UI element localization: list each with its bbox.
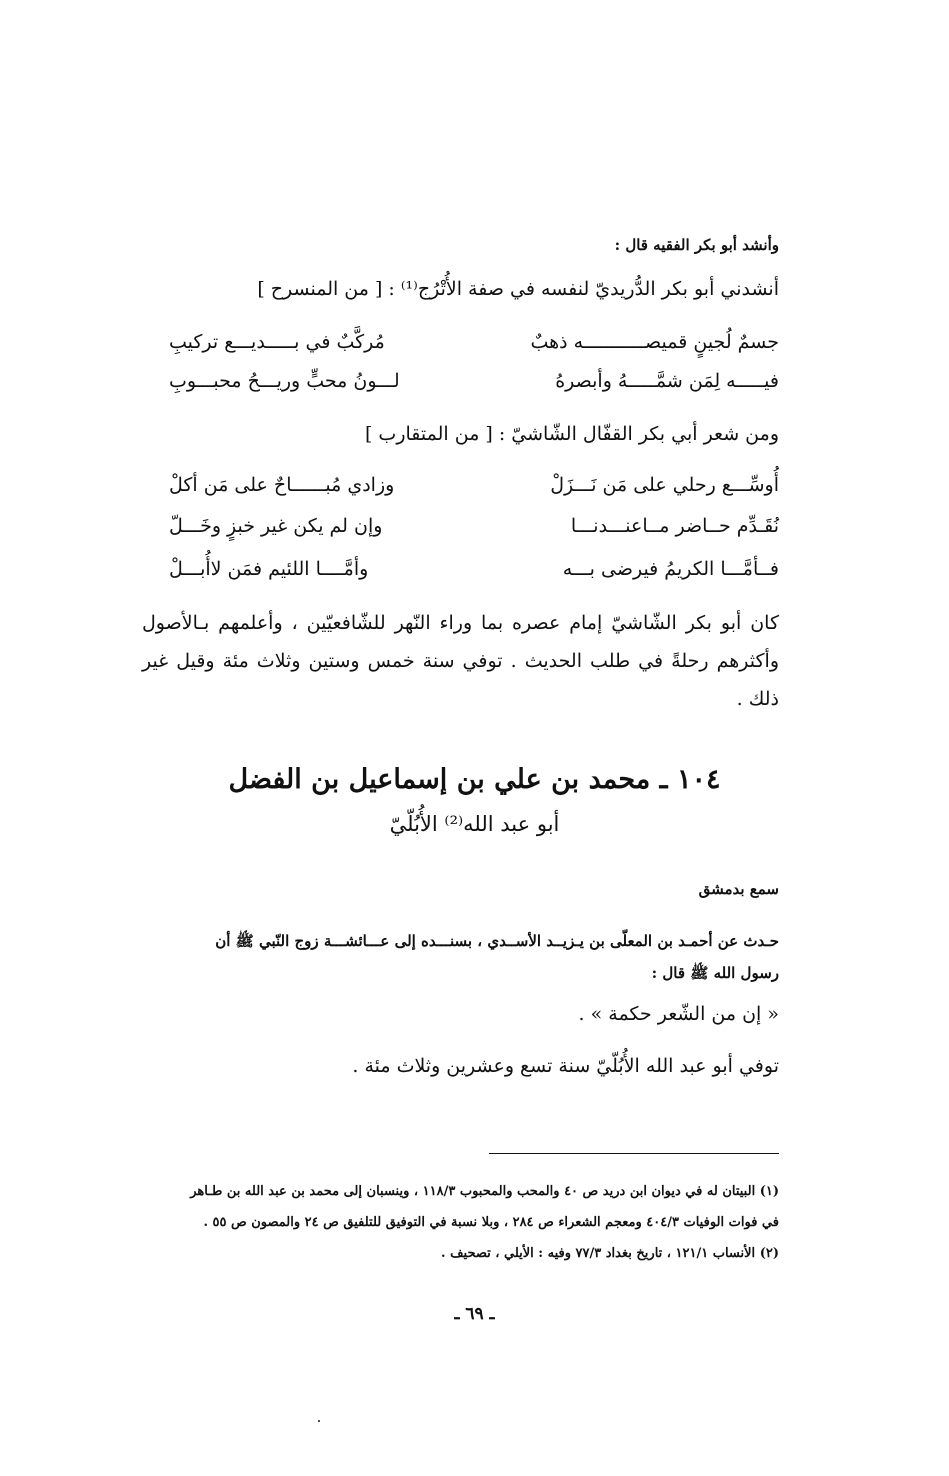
footnote-separator <box>489 1153 779 1154</box>
intro-line: وأنشد أبو بكر الفقيه قال : <box>614 236 779 254</box>
hadith-line-2: رسول الله ﷺ قال : <box>651 964 779 982</box>
verse-5-first-hemistich: فــأمَّـــا الكريمُ فيرضى بـــه <box>562 558 779 580</box>
entry-title: ١٠٤ ـ محمد بن علي بن إسماعيل بن الفضل <box>228 764 721 795</box>
verse-4-first-hemistich: نُقَـدِّم حــاضر مــاعنـــدنـــا <box>570 515 779 537</box>
narration-line: أنشدني أبو بكر الدُّريديّ لنفسه في صفة الأُتْرُج⁽¹⁾ : [ من المنسرح ] <box>257 278 779 300</box>
heard-line: سمع بدمشق <box>698 880 779 898</box>
verse-2-first-hemistich: فيـــــه لِمَن شمَّـــــهُ وأبصرهُ <box>555 370 779 392</box>
footnote-1-line-1: (١) البيتان له في ديوان ابن دريد ص ٤٠ والمحب والمحبوب ١١٨/٣ ، وينسبان إلى محمد بن عبد الله بن طـاهر <box>190 1184 779 1199</box>
footnote-1-line-2: في فوات الوفيات ٤٠٤/٣ ومعجم الشعراء ص ٢٨٤ ، وبلا نسبة في التوفيق للتلفيق ص ٢٤ والمصون ص ٥٥ . <box>203 1215 779 1230</box>
verse-5-second-hemistich: وأمَّــــا اللئيم فمَن لاأُبـــلْ <box>169 558 369 580</box>
verse-4-second-hemistich: وإن لم يكن غير خبزٍ وخَـــلّ <box>169 515 383 537</box>
speck <box>318 1420 320 1422</box>
poem-intro-line: ومن شعر أبي بكر القفّال الشّاشيّ : [ من المتقارب ] <box>364 423 779 445</box>
biography-paragraph: كان أبو بكر الشّاشيّ إمام عصره بما وراء النّهر للشّافعيّين ، وأعلمهم بـالأصول وأكثرهم رحلةً في طلب الحديث . توفي سنة خمس وستين وثلاث مئة وقيل غير ذلك . <box>142 612 779 710</box>
page-number: ـ ٦٩ ـ <box>454 1304 495 1324</box>
hadith-line-1: حـدث عن أحمـد بن المعلّى بن يـزيــد الأســدي ، بسنـــده إلى عـــائشـــة زوج النّبي ﷺ أن <box>215 932 779 950</box>
verse-1-first-hemistich: جسمٌ لُجينٍ قميصـــــــــــه ذهبٌ <box>530 331 779 353</box>
verse-3-first-hemistich: أُوسِّـــع رحلي على مَن نَـــزَلْ <box>550 474 779 496</box>
hadith-quote: « إن من الشّعر حكمة » . <box>578 1003 779 1025</box>
verse-2-second-hemistich: لـــونُ محبٍّ وريـــحُ محبـــوبِ <box>169 370 400 392</box>
entry-subtitle: أبو عبد الله⁽²⁾ الأُبُلّيّ <box>389 812 560 836</box>
death-line: توفي أبو عبد الله الأُبُلّيّ سنة تسع وعشرين وثلاث مئة . <box>352 1055 779 1077</box>
verse-1-second-hemistich: مُركَّبٌ في بـــــديـــع تركيبِ <box>169 331 385 353</box>
footnote-2: (٢) الأنساب ١٢١/١ ، تاريخ بغداد ٧٧/٣ وفيه : الأيلي ، تصحيف . <box>441 1246 779 1261</box>
verse-3-second-hemistich: وزادي مُبــــــاحٌ على مَن أكلْ <box>169 474 395 496</box>
